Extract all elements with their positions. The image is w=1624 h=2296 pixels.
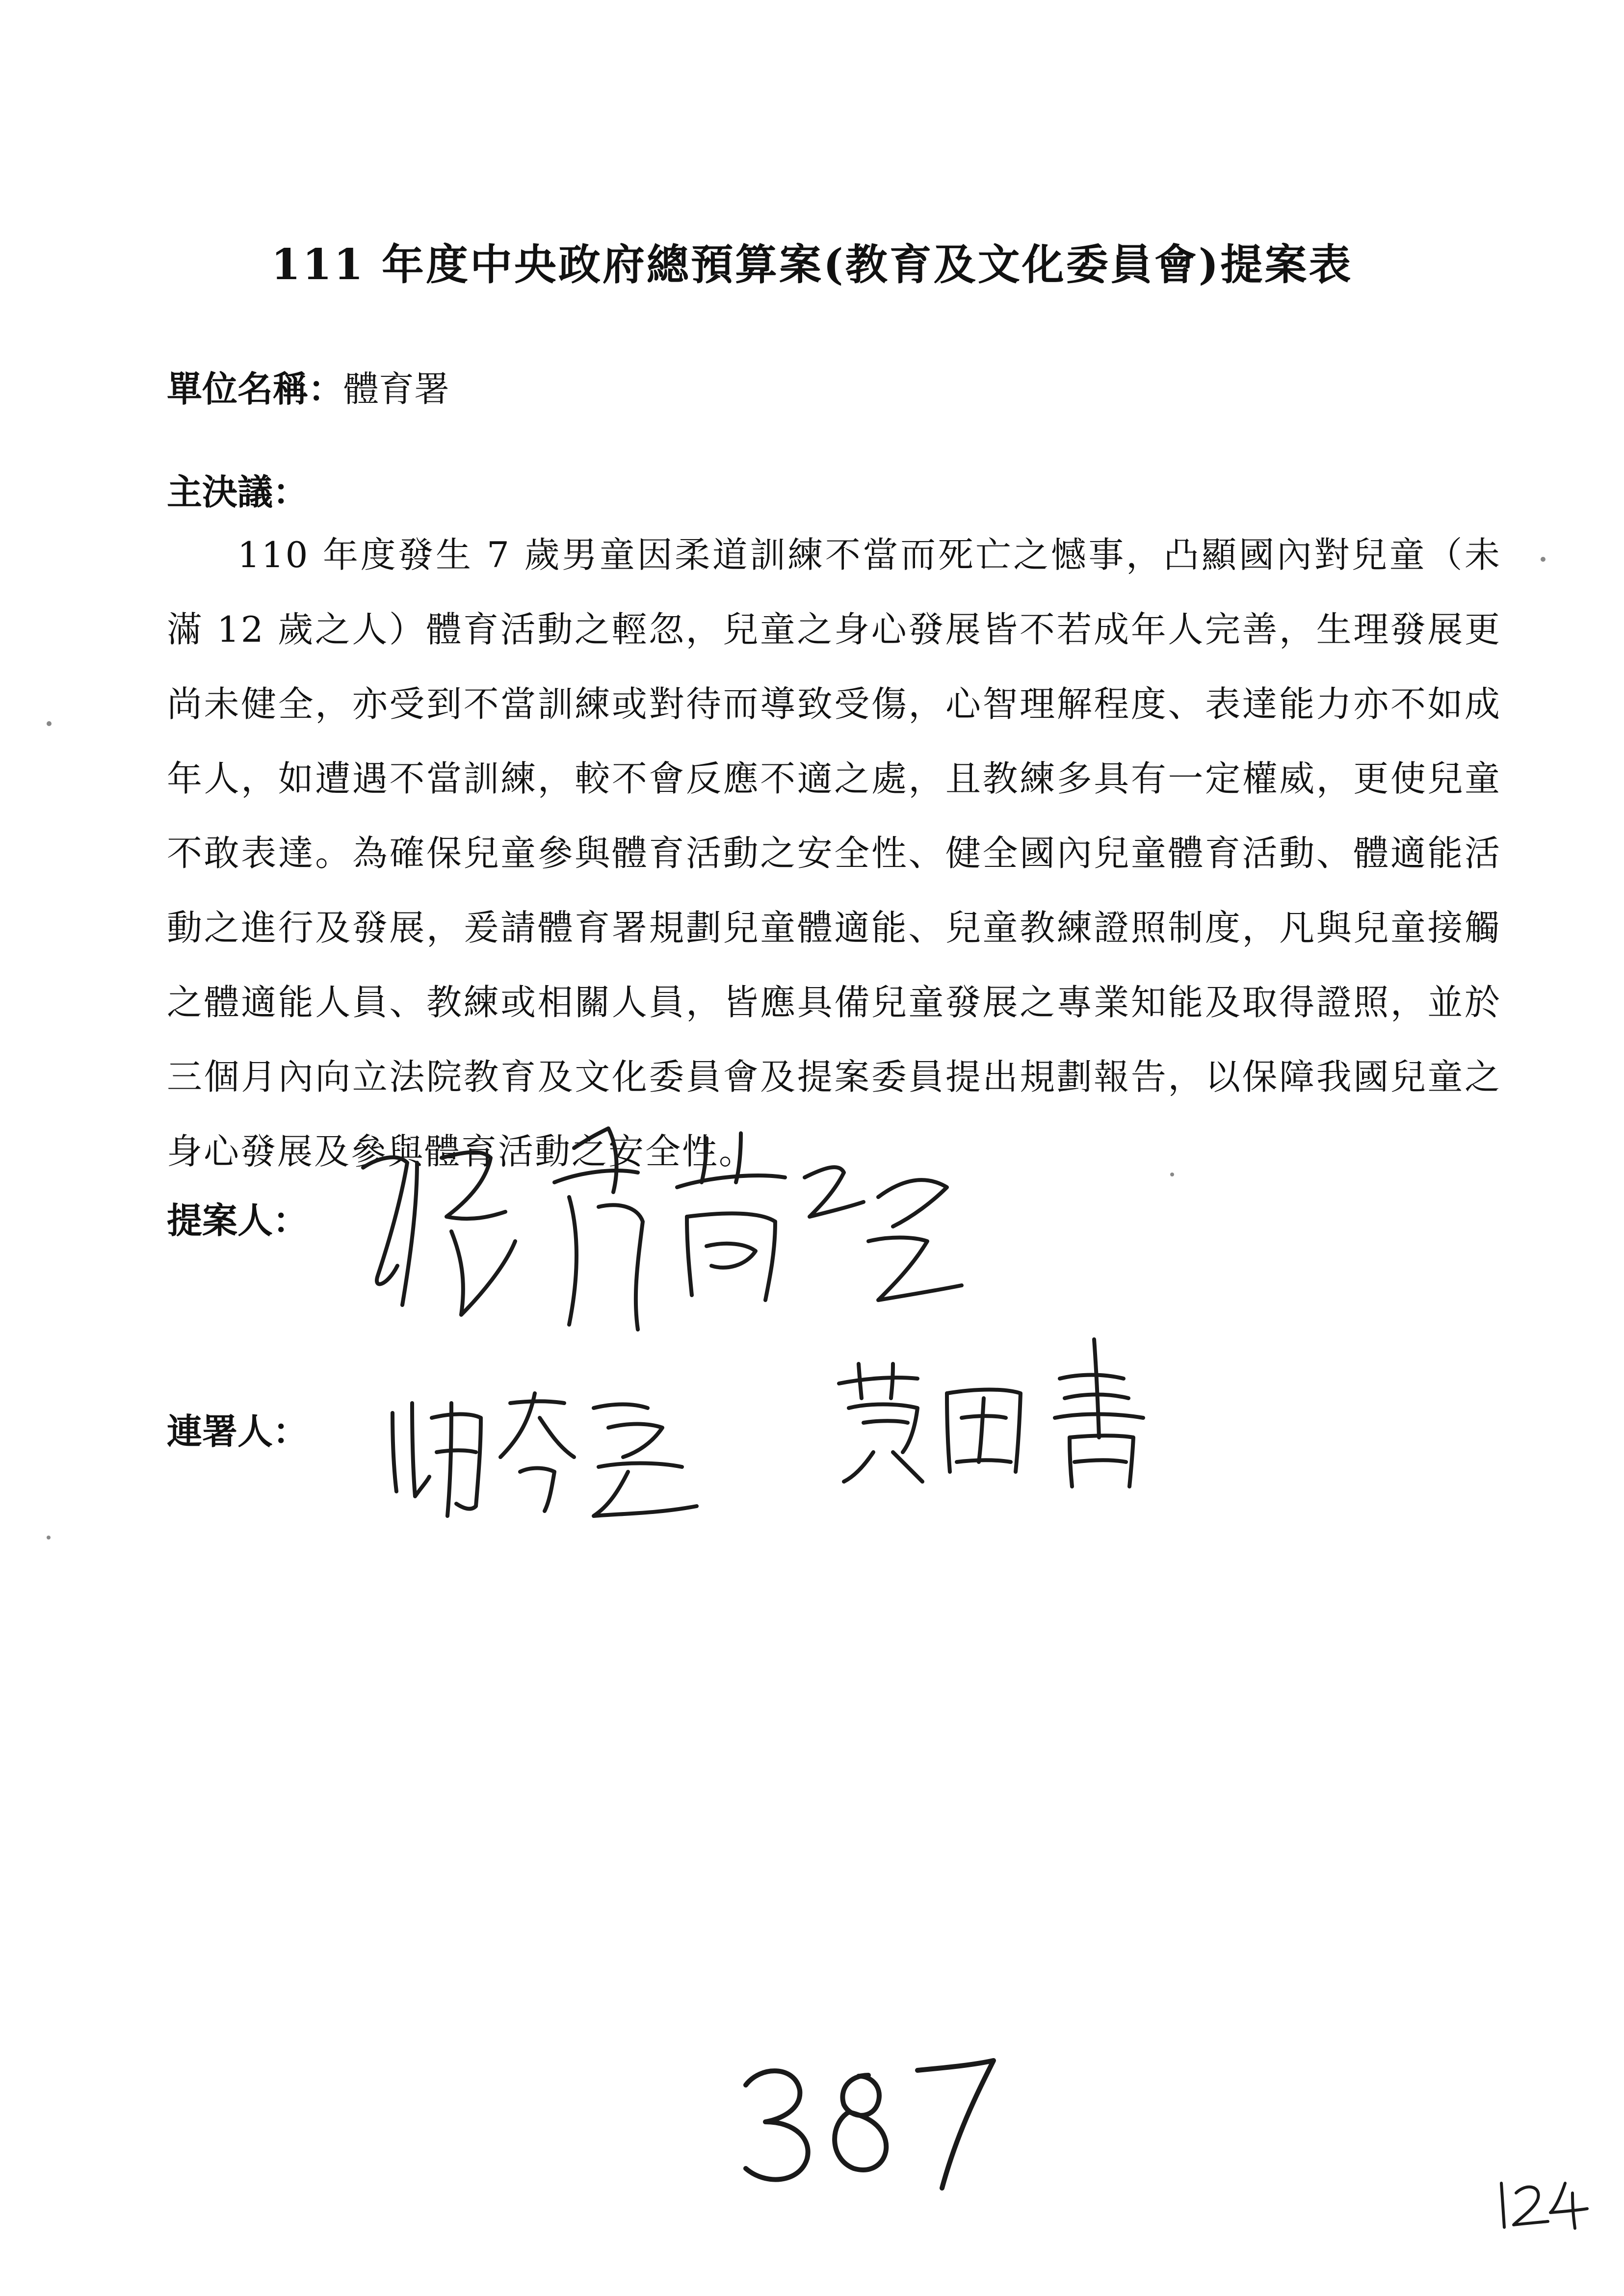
unit-row — [167, 361, 449, 412]
scan-speck — [1541, 557, 1545, 562]
unit-value: 體育署 — [343, 368, 450, 410]
unit-label: 單位名稱： — [167, 368, 344, 410]
scan-speck — [47, 1536, 51, 1539]
proposer-label: 提案人： — [167, 1200, 309, 1241]
handwritten-sheet-number — [1492, 2173, 1590, 2232]
resolution-body: 110 年度發生 7 歲男童因柔道訓練不當而死亡之憾事，凸顯國內對兒童（未滿 12 歲之人）體育活動之輕忽，兒童之身心發展皆不若成年人完善，生理發展更尚未健全，亦受到不當訓練或對待而導致受傷，心智理解程度、表達能力亦不如成年人，如遭遇不當訓練，較不會反應不適之處，且教練多具有一定權威，更使兒童不敢表達。為確保兒童參與體育活動之安全性、健全國內兒童體育活動、體適能活動之進行及發展，爰請體育署規劃兒童體適能、兒童教練證照制度，凡與兒童接觸之體適能人員、教練或相關人員，皆應具備兒童發展之專業知能及取得證照，並於三個月內向立法院教育及文化委員會及提案委員提出規劃報告，以保障我國兒童之身心發展及參與體育活動之安全性。 — [167, 534, 1501, 1172]
resolution-label: 主決議： — [167, 471, 309, 513]
cosigner-signature-1 — [383, 1374, 726, 1521]
scan-speck — [1170, 1173, 1174, 1176]
scan-speck — [47, 721, 52, 726]
handwritten-page-number — [726, 2046, 1001, 2193]
proposer-signature — [343, 1119, 991, 1344]
document-title: 111 年度中央政府總預算案(教育及文化委員會)提案表 — [271, 240, 1353, 289]
cosigner-signature-2 — [829, 1325, 1153, 1501]
cosigner-label: 連署人： — [167, 1411, 309, 1452]
